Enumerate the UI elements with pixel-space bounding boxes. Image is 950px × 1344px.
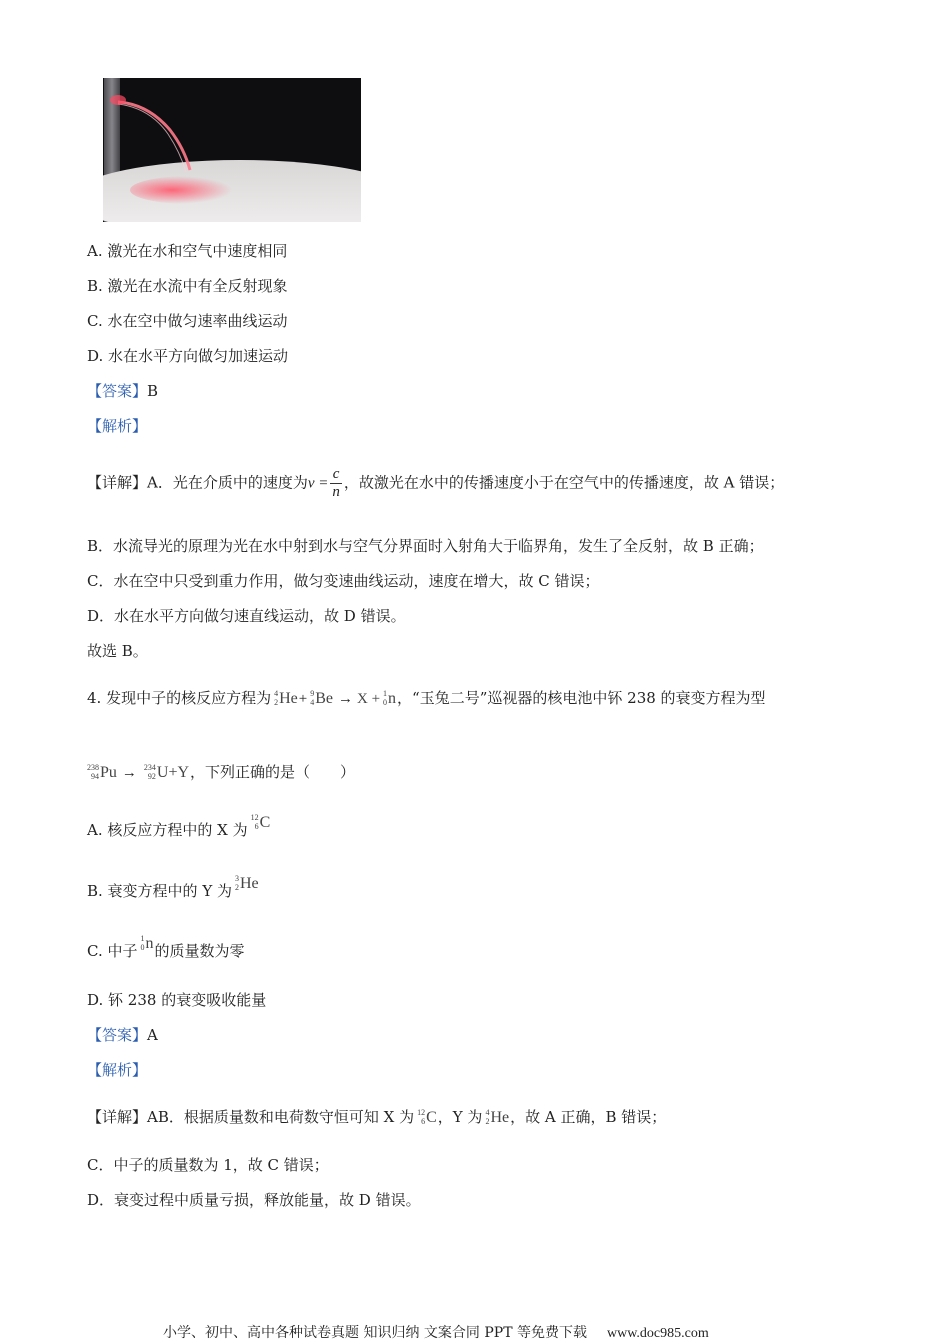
- option-c-text: C. 中子: [87, 942, 138, 960]
- nuclide-u: [144, 763, 189, 783]
- analysis-tag: 【解析】: [87, 417, 148, 435]
- atomic-number: 0: [140, 942, 145, 952]
- q4-stem-line2: [87, 762, 355, 783]
- atomic-number: 2: [235, 882, 239, 892]
- q3-conclusion: 故选 B。: [87, 642, 148, 660]
- nuclide-c: [417, 1108, 437, 1128]
- element-symbol: Be: [315, 690, 333, 707]
- q3-option-a: A. 激光在水和空气中速度相同: [87, 242, 288, 260]
- x-plus: X +: [357, 691, 381, 707]
- footer-text: 小学、初中、高中各种试卷真题 知识归纳 文案合同 PPT 等免费下载: [163, 1325, 587, 1341]
- mass-number: 1: [383, 688, 388, 698]
- atomic-number: 94: [91, 771, 99, 781]
- footer-site-link[interactable]: www.doc985.com: [606, 1326, 709, 1341]
- q3-detail-a: [87, 466, 784, 501]
- detail-a-suffix: ，故激光在水中的传播速度小于在空气中的传播速度，故 A 错误；: [343, 473, 785, 492]
- option-b-text: B. 衰变方程中的 Y 为: [87, 882, 232, 900]
- reaction-arrow: →: [338, 691, 353, 707]
- element-symbol: C: [259, 814, 271, 831]
- element-symbol: U+Y: [156, 764, 190, 781]
- nuclide-be: [310, 689, 333, 709]
- mass-number: 12: [417, 1107, 426, 1117]
- analysis-tag: 【解析】: [87, 1061, 148, 1079]
- element-symbol: He: [240, 875, 259, 892]
- option-c-text-end: 的质量数为零: [154, 942, 245, 960]
- q4-analysis-tag: [87, 1060, 147, 1080]
- nuclide-neutron: [140, 934, 153, 954]
- mass-number: 12: [250, 812, 259, 822]
- formula-fraction: [330, 466, 342, 501]
- q3-detail-b: B．水流导光的原理为光在水中射到水与空气分界面时入射角大于临界角，发生了全反射，故 B 正确；: [87, 537, 764, 555]
- q4-option-a: [87, 812, 271, 841]
- detail-tag: 【详解】: [87, 1108, 148, 1126]
- q3-option-d: D. 水在水平方向做匀加速运动: [87, 347, 289, 365]
- q4-detail-ab: [87, 1107, 666, 1128]
- atomic-number: 6: [421, 1116, 426, 1126]
- element-symbol: He: [490, 1109, 510, 1126]
- formula-denominator: n: [332, 484, 340, 500]
- element-symbol: n: [145, 935, 154, 952]
- atomic-number: 2: [274, 697, 279, 707]
- q4-stem-middle: ，“玉兔二号”巡视器的核电池中钚 238 的衰变方程为型: [397, 689, 766, 707]
- detail-tag: 【详解】: [87, 473, 148, 492]
- q4-option-b: [87, 873, 260, 902]
- atomic-number: 2: [485, 1116, 490, 1126]
- mass-number: 1: [140, 933, 145, 943]
- atomic-number: 6: [254, 821, 259, 831]
- q4-stem-prefix: 4. 发现中子的核反应方程为: [87, 689, 272, 707]
- mass-number: 238: [87, 762, 99, 772]
- detail-ab-suffix: ，故 A 正确，B 错误；: [510, 1108, 667, 1126]
- nuclide-he3: [235, 874, 259, 894]
- q4-option-d: D. 钚 238 的衰变吸收能量: [87, 991, 267, 1009]
- q4-detail-d: D．衰变过程中质量亏损，释放能量，故 D 错误。: [87, 1191, 421, 1209]
- q4-option-c: [87, 933, 245, 962]
- formula-v: v =: [307, 475, 329, 492]
- q3-detail-d: D．水在水平方向做匀速直线运动，故 D 错误。: [87, 607, 406, 625]
- laser-water-stream-photo: [100, 78, 361, 222]
- element-symbol: C: [426, 1109, 437, 1126]
- q4-detail-c: C．中子的质量数为 1，故 C 错误；: [87, 1156, 329, 1174]
- answer-tag: 【答案】: [87, 382, 148, 400]
- nuclide-neutron: [383, 689, 396, 709]
- q3-option-c: C. 水在空中做匀速率曲线运动: [87, 312, 288, 330]
- element-symbol: He: [279, 690, 298, 707]
- answer-value: A: [147, 1026, 158, 1044]
- detail-ab-mid: ，Y 为: [437, 1108, 483, 1126]
- q3-detail-c: C．水在空中只受到重力作用，做匀变速曲线运动，速度在增大，故 C 错误；: [87, 572, 600, 590]
- detail-a-prefix: A．光在介质中的速度为: [147, 473, 308, 492]
- answer-tag: 【答案】: [87, 1026, 148, 1044]
- atomic-number: 0: [383, 697, 388, 707]
- mass-number: 9: [310, 688, 315, 698]
- reaction-arrow: →: [121, 765, 137, 781]
- atomic-number: 4: [310, 697, 315, 707]
- answer-value: B: [147, 382, 159, 400]
- nuclide-c: [251, 813, 271, 833]
- q4-stem-suffix: ，下列正确的是（ ）: [190, 763, 356, 781]
- mass-number: 4: [274, 688, 279, 698]
- detail-ab-prefix: AB．根据质量数和电荷数守恒可知 X 为: [147, 1108, 415, 1126]
- element-symbol: n: [388, 690, 397, 707]
- nuclide-pu: [87, 763, 117, 783]
- q3-answer: [87, 381, 158, 401]
- q4-answer: [87, 1025, 158, 1045]
- q4-stem: [87, 688, 766, 709]
- mass-number: 234: [143, 762, 156, 772]
- formula-numerator: c: [330, 466, 342, 484]
- q3-analysis-tag: [87, 416, 147, 436]
- nuclide-he: [274, 689, 298, 709]
- nuclide-he4: [485, 1108, 509, 1128]
- atomic-number: 92: [147, 771, 156, 781]
- q3-option-b: B. 激光在水流中有全反射现象: [87, 277, 288, 295]
- option-a-text: A. 核反应方程中的 X 为: [87, 821, 248, 839]
- plus-sign: +: [298, 691, 308, 707]
- mass-number: 4: [485, 1107, 490, 1117]
- page-footer: [163, 1322, 709, 1342]
- mass-number: 3: [235, 873, 239, 883]
- element-symbol: Pu: [100, 764, 117, 781]
